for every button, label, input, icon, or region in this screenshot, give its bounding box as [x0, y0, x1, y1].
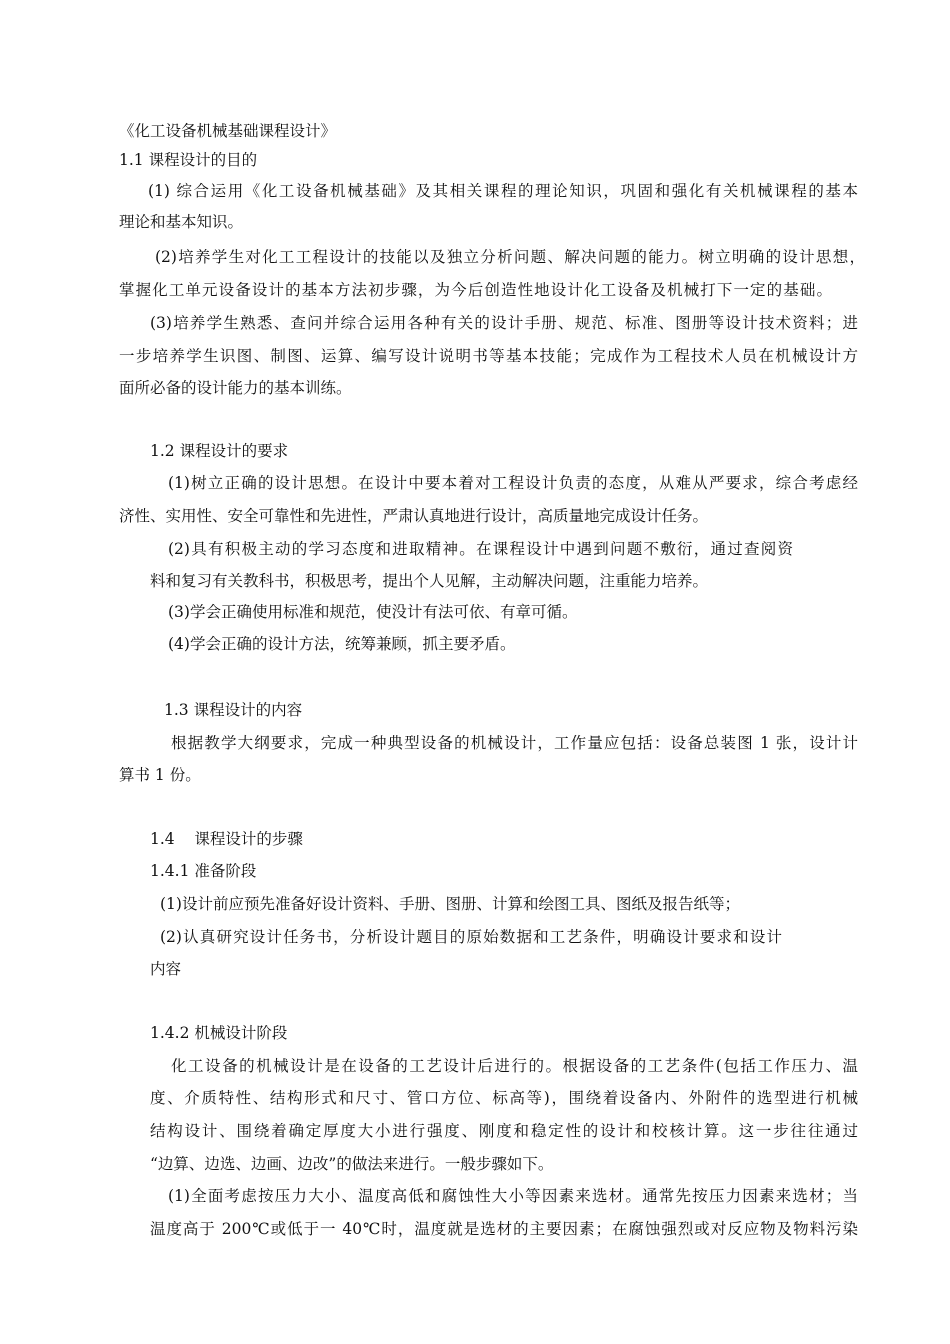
paragraph-line: 内容	[150, 960, 182, 978]
paragraph-line: 化工设备的机械设计是在设备的工艺设计后进行的。根据设备的工艺条件(包括工作压力、温	[171, 1057, 858, 1075]
document-title: 《化工设备机械基础课程设计》	[119, 122, 337, 140]
paragraph-line: (3)培养学生熟悉、查问并综合运用各种有关的设计手册、规范、标准、图册等设计技术资料；进	[150, 314, 858, 332]
subsection-heading-1-4-2: 1.4.2 机械设计阶段	[150, 1024, 288, 1042]
section-heading-1-3: 1.3 课程设计的内容	[164, 701, 303, 719]
paragraph-line: 算书 1 份。	[119, 766, 201, 784]
paragraph-line: (3)学会正确使用标准和规范，使没计有法可依、有章可循。	[168, 603, 578, 621]
paragraph-line: (2)认真研究设计任务书，分析设计题目的原始数据和工艺条件，明确设计要求和设计	[160, 928, 782, 946]
paragraph-line: 根据教学大纲要求，完成一种典型设备的机械设计，工作量应包括：设备总装图 1 张，设计计	[171, 734, 858, 752]
paragraph-line: “边算、边选、边画、边改”的做法来进行。一般步骤如下。	[150, 1155, 554, 1173]
section-heading-1-1: 1.1 课程设计的目的	[119, 151, 258, 169]
paragraph-line: (2)具有积极主动的学习态度和进取精神。在课程设计中遇到问题不敷衍，通过查阅资	[168, 540, 793, 558]
paragraph-line: (1) 综合运用《化工设备机械基础》及其相关课程的理论知识，巩固和强化有关机械课程的基本	[148, 182, 858, 200]
paragraph-line: (1)树立正确的设计思想。在设计中要本着对工程设计负责的态度，从难从严要求，综合考虑经	[168, 474, 858, 492]
paragraph-line: 料和复习有关教科书，积极思考，提出个人见解，主动解决问题，注重能力培养。	[150, 572, 709, 590]
paragraph-line: (1)设计前应预先准备好设计资料、手册、图册、计算和绘图工具、图纸及报告纸等；	[160, 895, 740, 913]
paragraph-line: 济性、实用性、安全可靠性和先进性，严肃认真地进行设计，高质量地完成设计任务。	[119, 507, 709, 525]
paragraph-line: (4)学会正确的设计方法，统筹兼顾，抓主要矛盾。	[168, 635, 516, 653]
paragraph-line: 度、介质特性、结构形式和尺寸、管口方位、标高等)，围绕着设备内、外附件的选型进行机械	[150, 1089, 858, 1107]
paragraph-line: 温度高于 200℃或低于一 40℃时，温度就是选材的主要因素；在腐蚀强烈或对反应物及物料污染	[150, 1220, 858, 1238]
subsection-heading-1-4-1: 1.4.1 准备阶段	[150, 862, 257, 880]
paragraph-line: 掌握化工单元设备设计的基本方法初步骤，为今后创造性地设计化工设备及机械打下一定的基础。	[119, 281, 832, 299]
paragraph-line: 面所必备的设计能力的基本训练。	[119, 379, 352, 397]
paragraph-line: 理论和基本知识。	[119, 213, 244, 231]
paragraph-line: (2)培养学生对化工工程设计的技能以及独立分析问题、解决问题的能力。树立明确的设计思想，	[155, 248, 865, 266]
section-heading-1-4: 1.4 课程设计的步骤	[150, 830, 303, 848]
section-heading-1-2: 1.2 课程设计的要求	[150, 442, 289, 460]
paragraph-line: (1)全面考虑按压力大小、温度高低和腐蚀性大小等因素来选材。通常先按压力因素来选材；当	[168, 1187, 858, 1205]
paragraph-line: 结构设计、围绕着确定厚度大小进行强度、刚度和稳定性的设计和校核计算。这一步往往通过	[150, 1122, 858, 1140]
paragraph-line: 一步培养学生识图、制图、运算、编写设计说明书等基本技能；完成作为工程技术人员在机械设计方	[119, 347, 858, 365]
